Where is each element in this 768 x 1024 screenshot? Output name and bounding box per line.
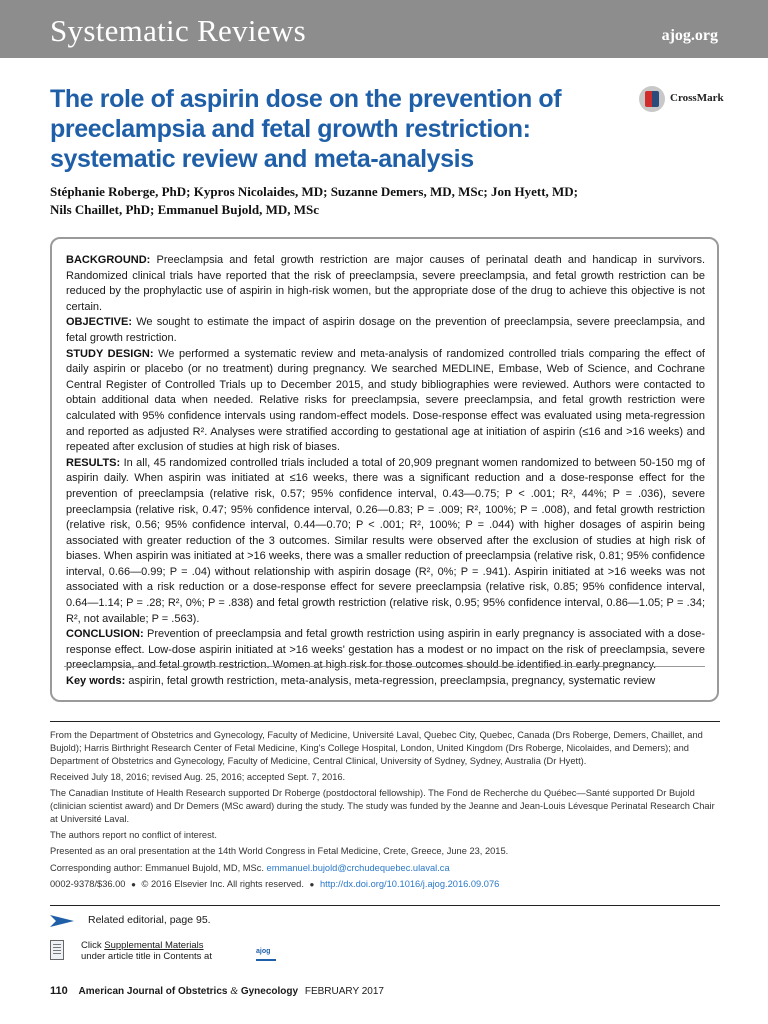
bullet-icon: ● [309,879,315,889]
funding-note: The Canadian Institute of Health Research supported Dr Roberge (postdoctoral fellowship). The Fond de Recherche du Québec—Santé supported Dr Bujold (clinician scientist award) and Dr Demers (MSc award) during the study. The study was funded by the Jeanne and Jean-Louis Lévesque Perinatal Research Chair at Université Laval. [50,788,715,824]
section-title: Systematic Reviews [50,13,306,48]
copyright: © 2016 Elsevier Inc. All rights reserved. [141,878,304,889]
keywords-text: aspirin, fetal growth restriction, meta-analysis, meta-regression, preeclampsia, pregnancy, systematic review [128,675,656,687]
bullet-icon: ● [131,879,136,889]
abstract-results [66,456,705,628]
journal-name-part2: Gynecology [240,986,299,997]
section-banner [0,0,768,58]
corresponding-email-link[interactable]: emmanuel.bujold@crchudequebec.ulaval.ca [266,862,450,873]
journal-site[interactable]: ajog.org [661,27,718,44]
article-title: The role of aspirin dose on the prevention of preeclampsia and fetal growth restriction: systematic review and meta-analysis [50,85,562,173]
affiliation-note: From the Department of Obstetrics and Gynecology, Faculty of Medicine, Université Laval, Quebec City, Quebec, Canada (Drs Roberge, Demers, Chaillet, and Bujold); Harris Birthright Research Center of Fetal Medicine, King's College Hospital, London, United Kingdom (Drs Roberge, Nicolaides, and Demers); and Department of Obstetrics and Gynecology, Faculty of Medicine, Central Clinical, University of Sydney, Sydney, Australia (Dr Hyett). [50,730,703,766]
corresponding-note [50,862,720,875]
conflict-note: The authors report no conflict of interest. [50,830,217,841]
copyright-note [50,878,720,892]
arrow-right-icon [50,915,74,927]
results-label: RESULTS: [66,456,121,469]
related-editorial [50,905,720,935]
keywords-label: Key words: [66,675,126,687]
footnotes [50,721,720,895]
corresponding-label: Corresponding author: Emmanuel Bujold, MD, MSc. [50,862,264,873]
background-label: BACKGROUND: [66,254,151,266]
supplemental-materials-notice [50,940,271,964]
abstract-study-design [66,347,705,456]
doi-link[interactable]: http://dx.doi.org/10.1016/j.ajog.2016.09.076 [319,878,500,889]
issue-date: FEBRUARY 2017 [304,986,384,997]
abstract-conclusion [66,627,705,674]
results-text: In all, 45 randomized controlled trials included a total of 20,909 pregnant women randomized to between 50-150 mg of aspirin daily. When aspirin was initiated at ≤16 weeks, there was a significant reduction and a dose-response effect for the prevention of preeclampsia (relative risk, 0.57; 95% confidence interval, 0.43—0.75; P < .001; R², 44%; P = .036), severe preeclampsia (relative risk, 0.47; 95% confidence interval, 0.26—0.83; P = .009; R², 100%; P = .008), and fetal growth restriction (relative risk, 0.56; 95% confidence interval, 0.44—0.70; P < .001; R², 100%; P = .044) with higher dosages of aspirin being associated with greater reduction of the 3 outcomes. Similar results were observed after the exclusion of studies at high risk of biases. When aspirin was initiated at >16 weeks, there was a smaller reduction of preeclampsia (relative risk, 0.81; 95% confidence interval, 0.66—0.99; P = .04) without relationship with aspirin dosage (R², 0%; P = .941). Aspirin initiated at >16 weeks was not associated with a risk reduction or a dose-response effect for severe preeclampsia (relative risk, 0.85; 95% confidence interval, 0.64—1.14; P = .28; R², 0%; P = .838) and fetal growth restriction (relative risk, 0.95; 95% confidence interval, 0.86—1.05; P = .34; R², not available; P = .563). [66,456,705,625]
crossmark-label: CrossMark [670,92,724,104]
abstract-objective [66,315,705,346]
conclusion-label: CONCLUSION: [66,628,144,641]
related-editorial-link[interactable]: Related editorial, page 95. [88,914,211,926]
author-list [50,183,690,219]
ajog-logo: ajog [256,947,276,961]
supplemental-line2: under article title in Contents at [81,951,212,962]
author-line: Nils Chaillet, PhD; Emmanuel Bujold, MD, MSc [50,202,320,217]
page-footer [50,985,730,997]
supplemental-prefix: Click [81,940,105,951]
author-line: Stéphanie Roberge, PhD; Kypros Nicolaides, MD; Suzanne Demers, MD, MSc; Jon Hyett, MD; [50,184,579,199]
objective-text: We sought to estimate the impact of aspirin dosage on the prevention of preeclampsia, severe preeclampsia, and fetal growth restriction. [66,316,705,344]
received-note: Received July 18, 2016; revised Aug. 25, 2016; accepted Sept. 7, 2016. [50,771,346,782]
page-number: 110 [50,985,68,997]
study-design-label: STUDY DESIGN: [66,347,154,360]
abstract-box [50,237,719,702]
keywords [66,674,655,689]
crossmark-icon [639,86,665,112]
objective-label: OBJECTIVE: [66,316,133,329]
abstract-background [66,253,705,315]
background-text: Preeclampsia and fetal growth restriction are major causes of perinatal death and handicap in survivors. Randomized clinical trials have reported that the risk of preeclampsia, severe preeclampsia, and fetal growth restriction can be reduced by the prophylactic use of aspirin in high-risk women, but the appropriate dose of the drug to achieve this objective is not certain. [66,254,706,313]
journal-ampersand: & [230,986,239,997]
issn: 0002-9378/$36.00 [50,878,126,889]
presented-note: Presented as an oral presentation at the 14th World Congress in Fetal Medicine, Crete, Greece, June 23, 2015. [50,846,509,857]
supplemental-materials-link[interactable]: Supplemental Materials [104,940,204,951]
abstract-divider [64,666,705,667]
journal-name [79,986,299,997]
document-icon [50,940,64,960]
journal-name-part1: American Journal of Obstetrics [78,986,228,997]
supplemental-text [81,940,212,962]
conclusion-text: Prevention of preeclampsia and fetal growth restriction using aspirin in early pregnancy is associated with a dose-response effect. Low-dose aspirin initiated at >16 weeks' gestation has a modest or no impact on the risk of preeclampsia, severe preeclampsia, and fetal growth restriction. Women at high risk for those outcomes should be identified in early pregnancy. [66,628,705,672]
crossmark-button[interactable] [639,86,739,112]
study-design-text: We performed a systematic review and meta-analysis of randomized controlled trials comparing the effect of daily aspirin or placebo (or no treatment) during pregnancy. We searched MEDLINE, Embase, Web of Science, and Cochrane Central Register of Controlled Trials up to December 2015, and study bibliographies were reviewed. Authors were contacted to obtain additional data when needed. Relative risks for preeclampsia, severe preeclampsia, and fetal growth restriction were calculated with 95% confidence intervals using random-effect models. Dose-response effect was evaluated using meta-regression and reported as adjusted R². Analyses were stratified according to gestational age at initiation of aspirin (≤16 and >16 weeks) and repeated after exclusion of studies at high risk of biases. [66,347,705,454]
